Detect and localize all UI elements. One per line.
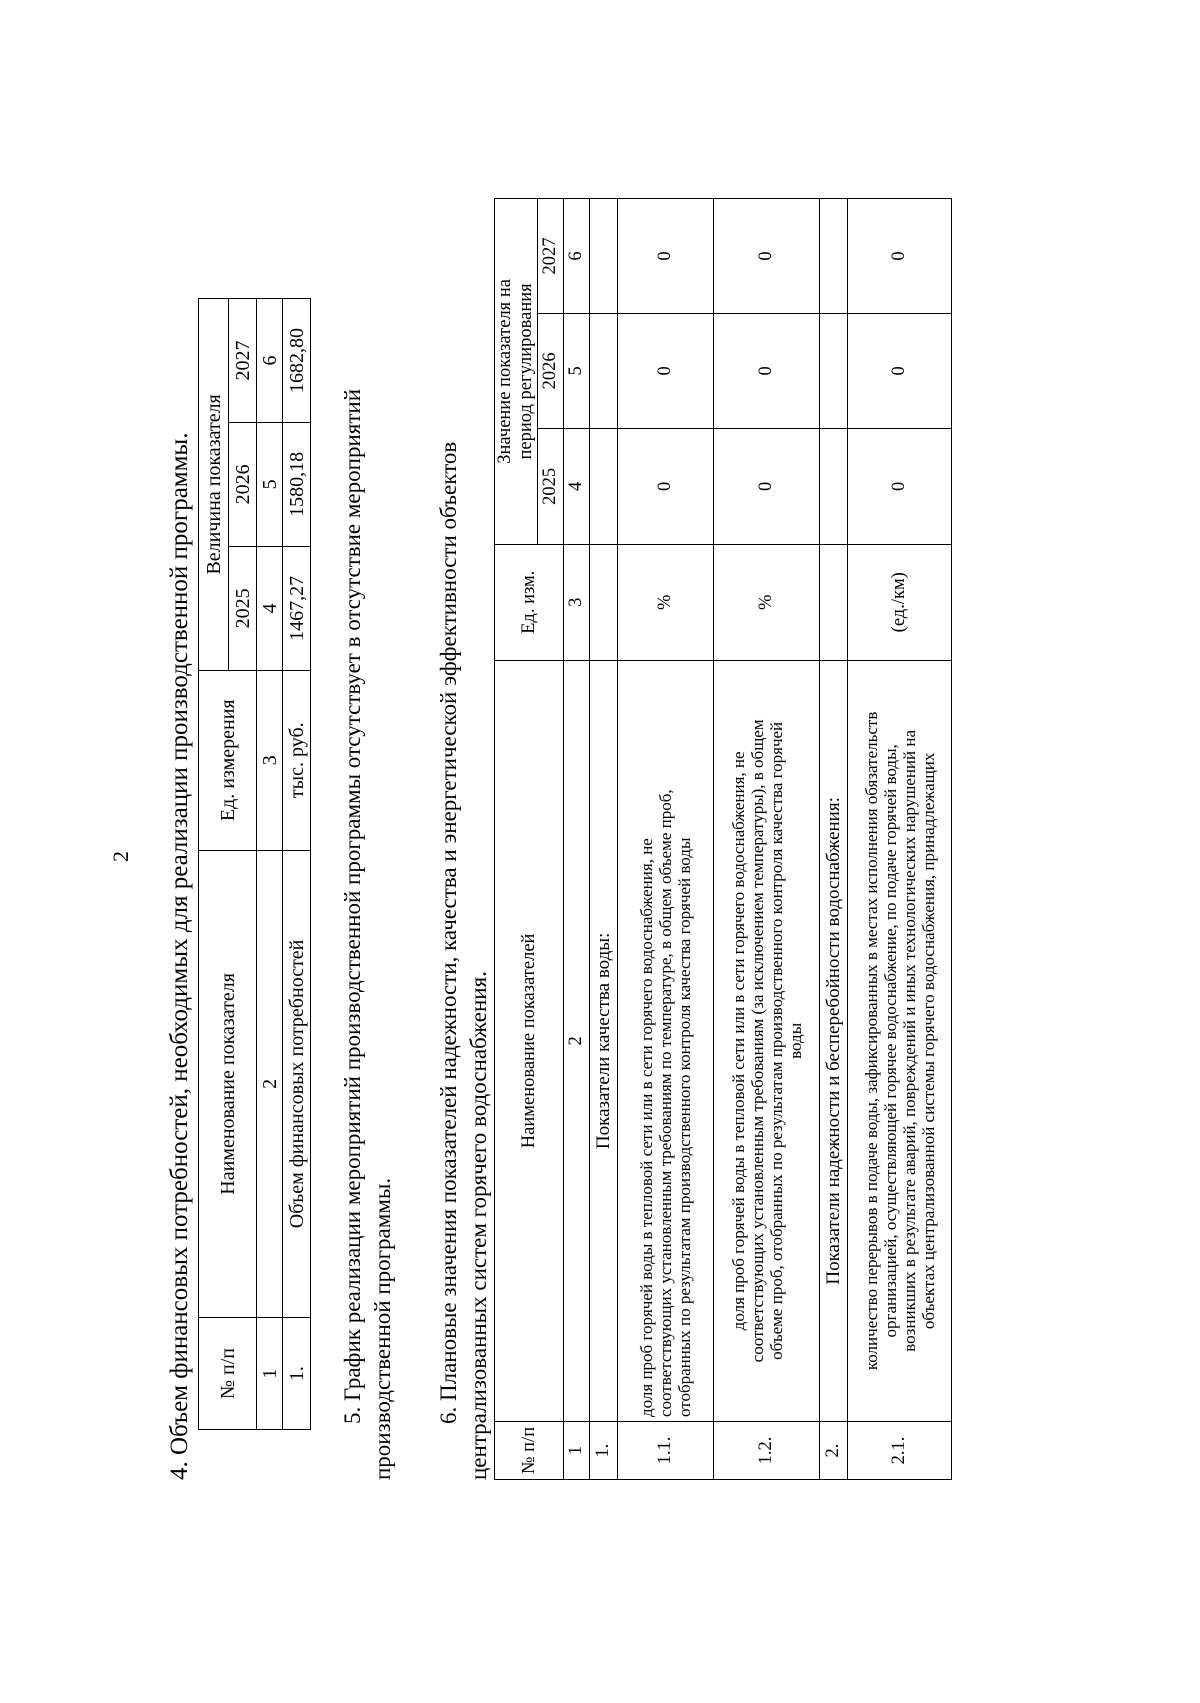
row-value-2025: 1467,27	[283, 546, 311, 670]
index-cell: 6	[564, 199, 590, 314]
row-value-2027: 0	[618, 199, 714, 314]
row-name-line: отобранных по результатам производственного контроля качества горячей воды	[675, 837, 694, 1418]
row-value-2027: 1682,80	[283, 299, 311, 423]
header-num: № п/п	[199, 1318, 257, 1430]
section-row	[820, 199, 848, 1480]
header-year: 2026	[229, 422, 257, 546]
index-cell: 4	[564, 428, 590, 544]
header-num: № п/п	[495, 1422, 564, 1480]
header-year: 2025	[229, 546, 257, 670]
header-value-line-1: Значение показателя на	[495, 279, 515, 464]
rotated-document-page	[100, 110, 1160, 1560]
index-cell: 3	[564, 544, 590, 660]
section-5-line-2: производственной программы.	[370, 1177, 395, 1480]
section-4-heading: 4. Объем финансовых потребностей, необходимых для реализации производственной программы.	[166, 432, 193, 1480]
table-row	[714, 199, 820, 1480]
header-name: Наименование показателя	[199, 850, 257, 1317]
row-name-line: доля проб горячей воды в тепловой сети или в сети горячего водоснабжения, не	[637, 838, 656, 1418]
header-unit: Ед. изм.	[495, 544, 564, 660]
row-name-line: объеме проб, отобранных по результатам производственного контроля качества горячей	[766, 721, 786, 1360]
index-cell: 1	[564, 1422, 590, 1480]
index-cell: 3	[257, 670, 283, 850]
row-value-2027: 0	[848, 199, 952, 314]
table-header-row	[495, 199, 538, 1480]
header-year: 2025	[538, 428, 564, 544]
section-6-line-2: централизованных систем горячего водоснабжения.	[466, 971, 491, 1480]
table-index-row	[564, 199, 590, 1480]
index-cell: 5	[257, 422, 283, 546]
row-name-line: организацией, осуществляющей горячее водоснабжение, по подаче горячей воды,	[880, 744, 900, 1338]
row-unit: %	[714, 544, 820, 660]
row-value-2025: 0	[848, 428, 952, 544]
index-cell: 1	[257, 1318, 283, 1430]
empty-cell	[820, 313, 848, 428]
row-value-2025: 0	[618, 428, 714, 544]
header-value	[495, 199, 538, 545]
row-num: 1.	[283, 1318, 311, 1430]
section-title: Показатели качества воды:	[590, 660, 618, 1421]
header-year: 2027	[229, 299, 257, 423]
row-value-2026: 0	[714, 313, 820, 428]
table-header-row	[199, 299, 229, 1430]
table-row	[618, 199, 714, 1480]
section-6-line-1: 6. Плановые значения показателей надежности, качества и энергетической эффективности объектов	[436, 441, 461, 1424]
row-unit: (ед./км)	[848, 544, 952, 660]
row-value-2027: 0	[714, 199, 820, 314]
section-5-line-1: 5. График реализации мероприятий производственной программы отсутствует в отсутствие мероприятий	[340, 389, 365, 1424]
empty-cell	[820, 428, 848, 544]
index-cell: 5	[564, 313, 590, 428]
row-name	[714, 660, 820, 1421]
row-name: Объем финансовых потребностей	[283, 850, 311, 1317]
page-number: 2	[108, 851, 133, 862]
empty-cell	[590, 428, 618, 544]
row-value-2026: 0	[618, 313, 714, 428]
row-num: 1.1.	[618, 1422, 714, 1480]
row-name-line: количество перерывов в подаче воды, зафиксированных в местах исполнения обязательств	[861, 711, 881, 1371]
row-num: 1.2.	[714, 1422, 820, 1480]
row-num: 2.1.	[848, 1422, 952, 1480]
row-value-2026: 1580,18	[283, 422, 311, 546]
row-name	[848, 660, 952, 1421]
header-value-line-2: период регулирования	[516, 283, 536, 460]
empty-cell	[590, 313, 618, 428]
section-title: Показатели надежности и бесперебойности водоснабжения:	[820, 660, 848, 1421]
indicators-table	[494, 198, 952, 1480]
header-unit: Ед. измерения	[199, 670, 257, 850]
header-value: Величина показателя	[199, 299, 229, 671]
row-name-line: доля проб горячей воды в тепловой сети или в сети горячего водоснабжения, не	[728, 751, 748, 1331]
empty-cell	[590, 199, 618, 314]
row-name-line: объектах централизованной системы горячего водоснабжения, принадлежащих	[918, 752, 938, 1330]
index-cell: 6	[257, 299, 283, 423]
empty-cell	[820, 544, 848, 660]
empty-cell	[820, 199, 848, 314]
table-index-row	[257, 299, 283, 1430]
section-row	[590, 199, 618, 1480]
financial-needs-table	[198, 298, 311, 1430]
table-row	[283, 299, 311, 1430]
index-cell: 2	[257, 850, 283, 1317]
index-cell: 2	[564, 660, 590, 1421]
row-value-2026: 0	[848, 313, 952, 428]
index-cell: 4	[257, 546, 283, 670]
row-value-2025: 0	[714, 428, 820, 544]
row-name-line: возникших в результате аварий, повреждений и иных технологических нарушений на	[899, 729, 919, 1352]
header-year: 2026	[538, 313, 564, 428]
empty-cell	[590, 544, 618, 660]
header-name: Наименование показателей	[495, 660, 564, 1421]
row-name-line: соответствующих установленным требованиям (за исключением температуры), в общем	[747, 719, 767, 1363]
section-num: 1.	[590, 1422, 618, 1480]
row-name	[618, 660, 714, 1421]
row-name-line: воды	[785, 1022, 805, 1059]
row-unit: тыс. руб.	[283, 670, 311, 850]
row-unit: %	[618, 544, 714, 660]
table-row	[848, 199, 952, 1480]
section-num: 2.	[820, 1422, 848, 1480]
header-year: 2027	[538, 199, 564, 314]
row-name-line: соответствующих установленным требованиям по температуре, в общем объеме проб,	[656, 789, 675, 1418]
